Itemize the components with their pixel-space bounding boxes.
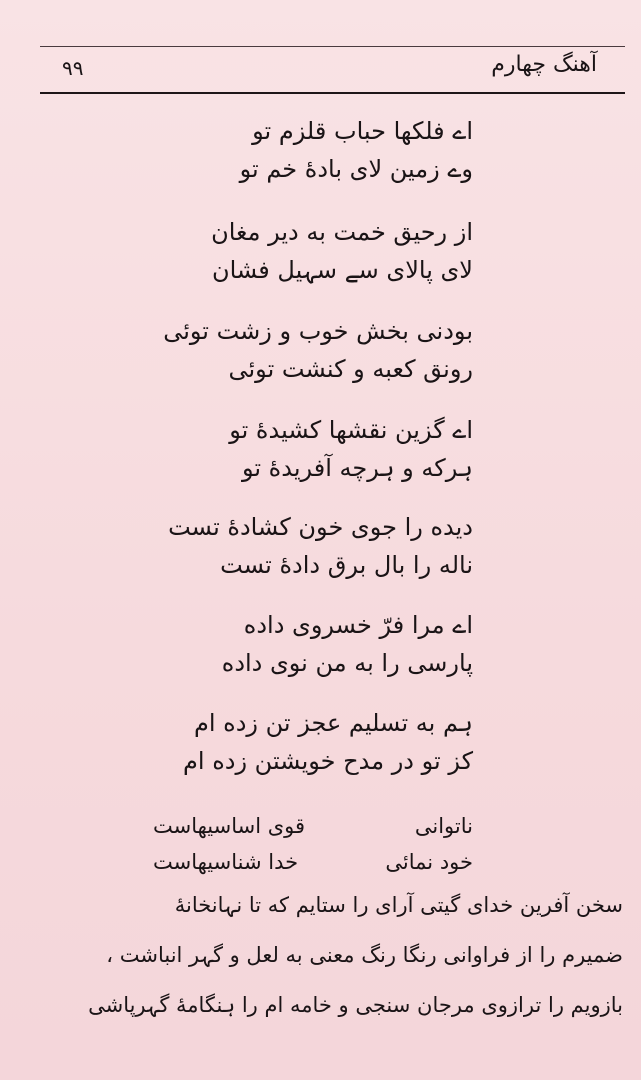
header-rule-top — [40, 46, 625, 47]
verse-line: ہم به تسلیم عجز تن زده ام — [194, 709, 473, 737]
couplet-part-a: خود نمائی — [385, 850, 473, 874]
verse-line: اے مرا فرّ خسروی داده — [243, 611, 473, 639]
prose-line: ضمیرم را از فراوانی رنگا رنگ معنی به لعل و گہر انباشت ، — [106, 943, 623, 967]
verse-line: پارسی را به من نوی داده — [221, 649, 473, 677]
couplet-part-b: قوی اساسیهاست — [153, 814, 306, 838]
couplet-part-a: ناتوانی — [414, 814, 473, 838]
verse-line: وے زمین لای بادهٔ خم تو — [239, 155, 473, 183]
page-number: ۹۹ — [62, 56, 84, 80]
stanza — [153, 112, 473, 188]
couplet-part-b: خدا شناسیهاست — [153, 850, 299, 874]
prose-paragraph — [58, 880, 623, 1030]
verse-line: اے فلکها حباب قلزم تو — [252, 117, 473, 145]
verse-line: رونق کعبه و کنشت توئی — [228, 355, 473, 383]
stanza — [153, 411, 473, 487]
prose-line: سخن آفرین خدای گیتی آرای را ستایم که تا نہانخانهٔ — [174, 893, 623, 917]
verse-line: بودنی بخش خوب و زشت توئی — [163, 317, 473, 345]
verse-line: کز تو در مدح خویشتن زده ام — [183, 747, 473, 775]
couplet-row — [153, 844, 473, 880]
verse-line: دیده را جوی خون کشادهٔ تست — [168, 513, 473, 541]
verse-line: لای پالای سے سہیل فشان — [211, 256, 473, 284]
header-rule-bottom — [40, 92, 625, 94]
verse-line: ناله را بال برق دادهٔ تست — [220, 551, 473, 579]
stanza — [153, 312, 473, 388]
prose-line: بازویم را ترازوی مرجان سنجی و خامه ام را ہنگامهٔ گہرپاشی — [88, 993, 623, 1017]
chapter-title: آهنگ چهارم — [491, 52, 597, 77]
verse-line: اے گزین نقشها کشیدهٔ تو — [229, 416, 473, 444]
stanza — [153, 213, 473, 289]
verse-line: ہرکه و ہرچه آفریدهٔ تو — [241, 454, 473, 482]
stanza — [153, 704, 473, 780]
couplet-row — [153, 808, 473, 844]
stanza — [153, 606, 473, 682]
verse-line: از رحیق خمت به دیر مغان — [211, 218, 473, 246]
couplet — [153, 808, 473, 880]
stanza — [153, 508, 473, 584]
